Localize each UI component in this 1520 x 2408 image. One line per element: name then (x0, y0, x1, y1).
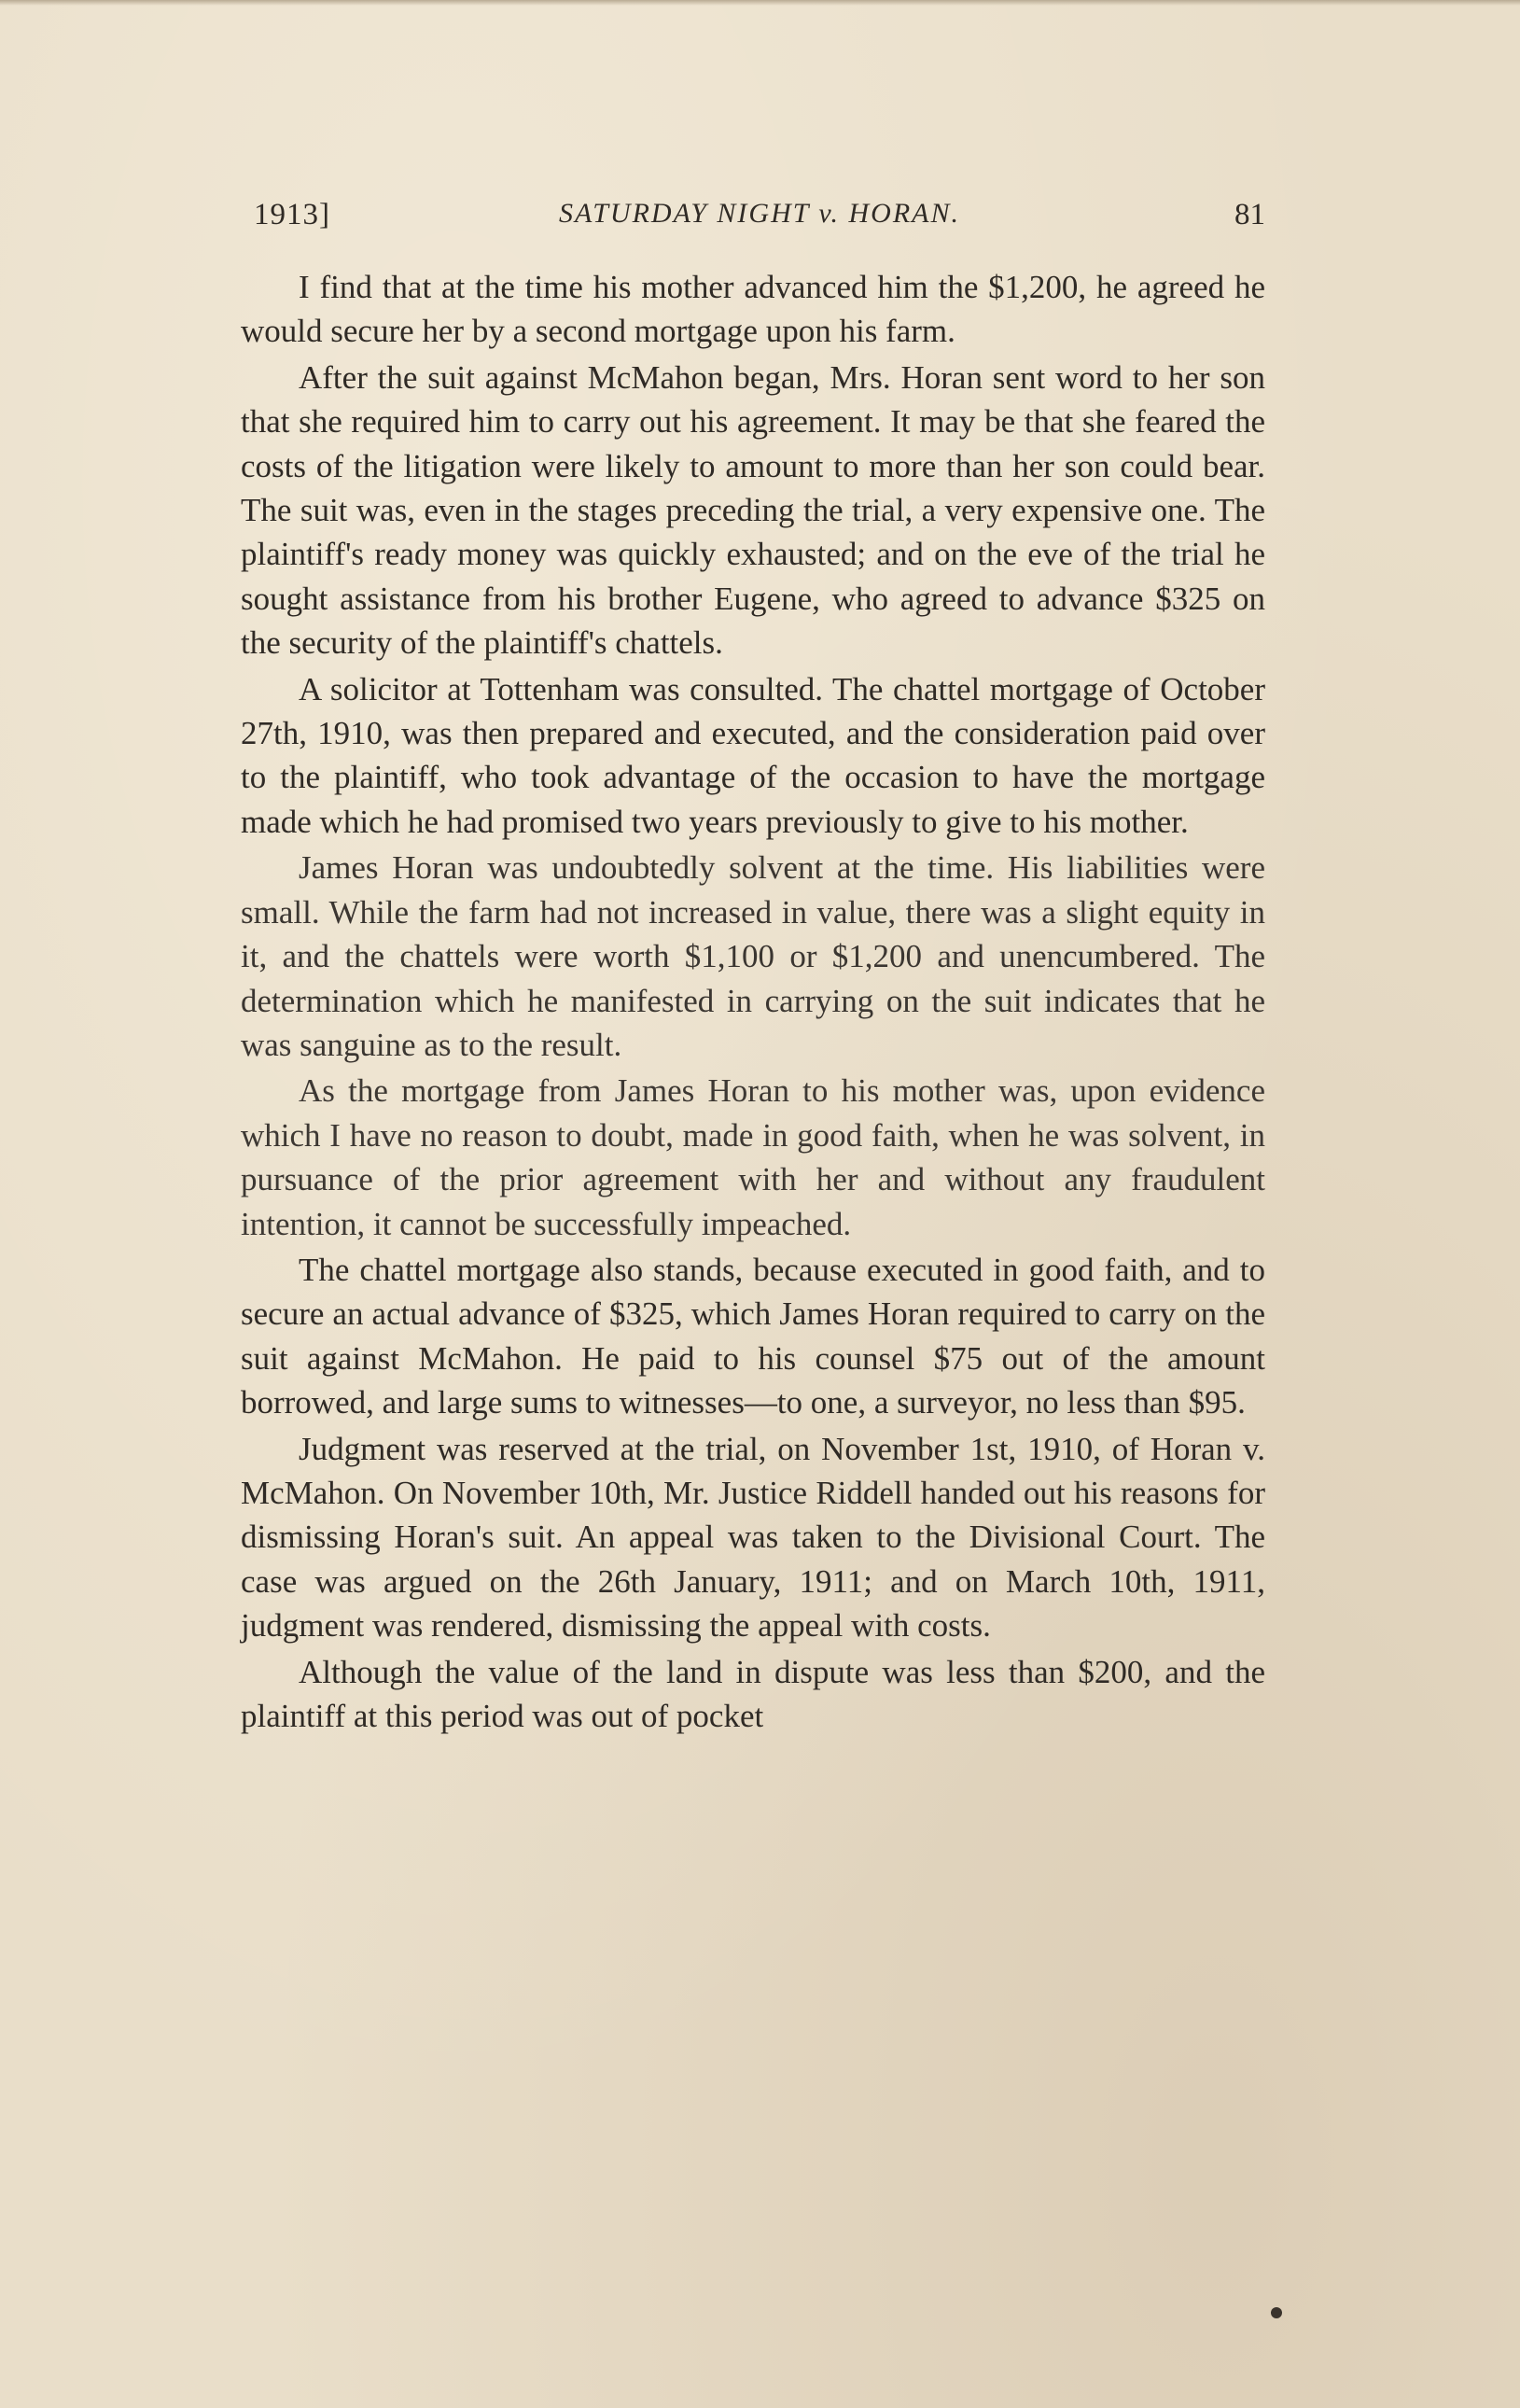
paragraph: Although the value of the land in dispute was less than $200, and the plaintiff at this period was out of pocket (241, 1653, 1265, 1734)
paragraph: After the suit against McMahon began, Mrs. Horan sent word to her son that she required him to carry out his agreement. It may be that she feared the costs of the litigation were likely to amount to more than her son could bear. The suit was, even in the stages preceding the trial, a very expensive one. The plaintiff's ready money was quickly exhausted; and on the eve of the trial he sought assistance from his brother Eugene, who agreed to advance $325 on the security of the plaintiff's chattels. (241, 358, 1265, 662)
paragraph: James Horan was undoubtedly solvent at the time. His liabilities were small. While the farm had not increased in value, there was a slight equity in it, and the chattels were worth $1,100 or $1,200 and unencumbered. The determination which he manifested in carrying on the suit indicates that he was sanguine as to the result. (241, 849, 1265, 1063)
paragraph: As the mortgage from James Horan to his mother was, upon evidence which I have no reason to doubt, made in good faith, when he was solvent, in pursuance of the prior agreement with her and without any fraudulent intention, it cannot be successfully impeached. (241, 1072, 1265, 1242)
page-number: 81 (1234, 198, 1265, 231)
ink-dot (1271, 2307, 1282, 2318)
paragraph: The chattel mortgage also stands, because executed in good faith, and to secure an actual advance of $325, which James Horan required to carry on the suit against McMahon. He paid to his counsel $75 out of the amount borrowed, and large sums to witnesses—to one, a surveyor, no less than $95. (241, 1251, 1265, 1421)
paragraph: Judgment was reserved at the trial, on November 1st, 1910, of Horan v. McMahon. On November 10th, Mr. Justice Riddell handed out his reasons for dismissing Horan's suit. An appeal was taken to the Divisional Court. The case was argued on the 26th January, 1911; and on March 10th, 1911, judgment was rendered, dismissing the appeal with costs. (241, 1430, 1265, 1645)
body-text (241, 265, 1265, 1740)
running-head-year: 1913] (254, 198, 330, 231)
page-top-edge (0, 0, 1520, 6)
paragraph: I find that at the time his mother advanced him the $1,200, he agreed he would secure her by a second mortgage upon his farm. (241, 269, 1265, 350)
paragraph: A solicitor at Tottenham was consulted. The chattel mortgage of October 27th, 1910, was then prepared and executed, and the consideration paid over to the plaintiff, who took advantage of the occasion to have the mortgage made which he had promised two years previously to give to his mother. (241, 670, 1265, 840)
running-head (254, 198, 1265, 250)
running-head-title: SATURDAY NIGHT v. HORAN. (559, 198, 960, 229)
